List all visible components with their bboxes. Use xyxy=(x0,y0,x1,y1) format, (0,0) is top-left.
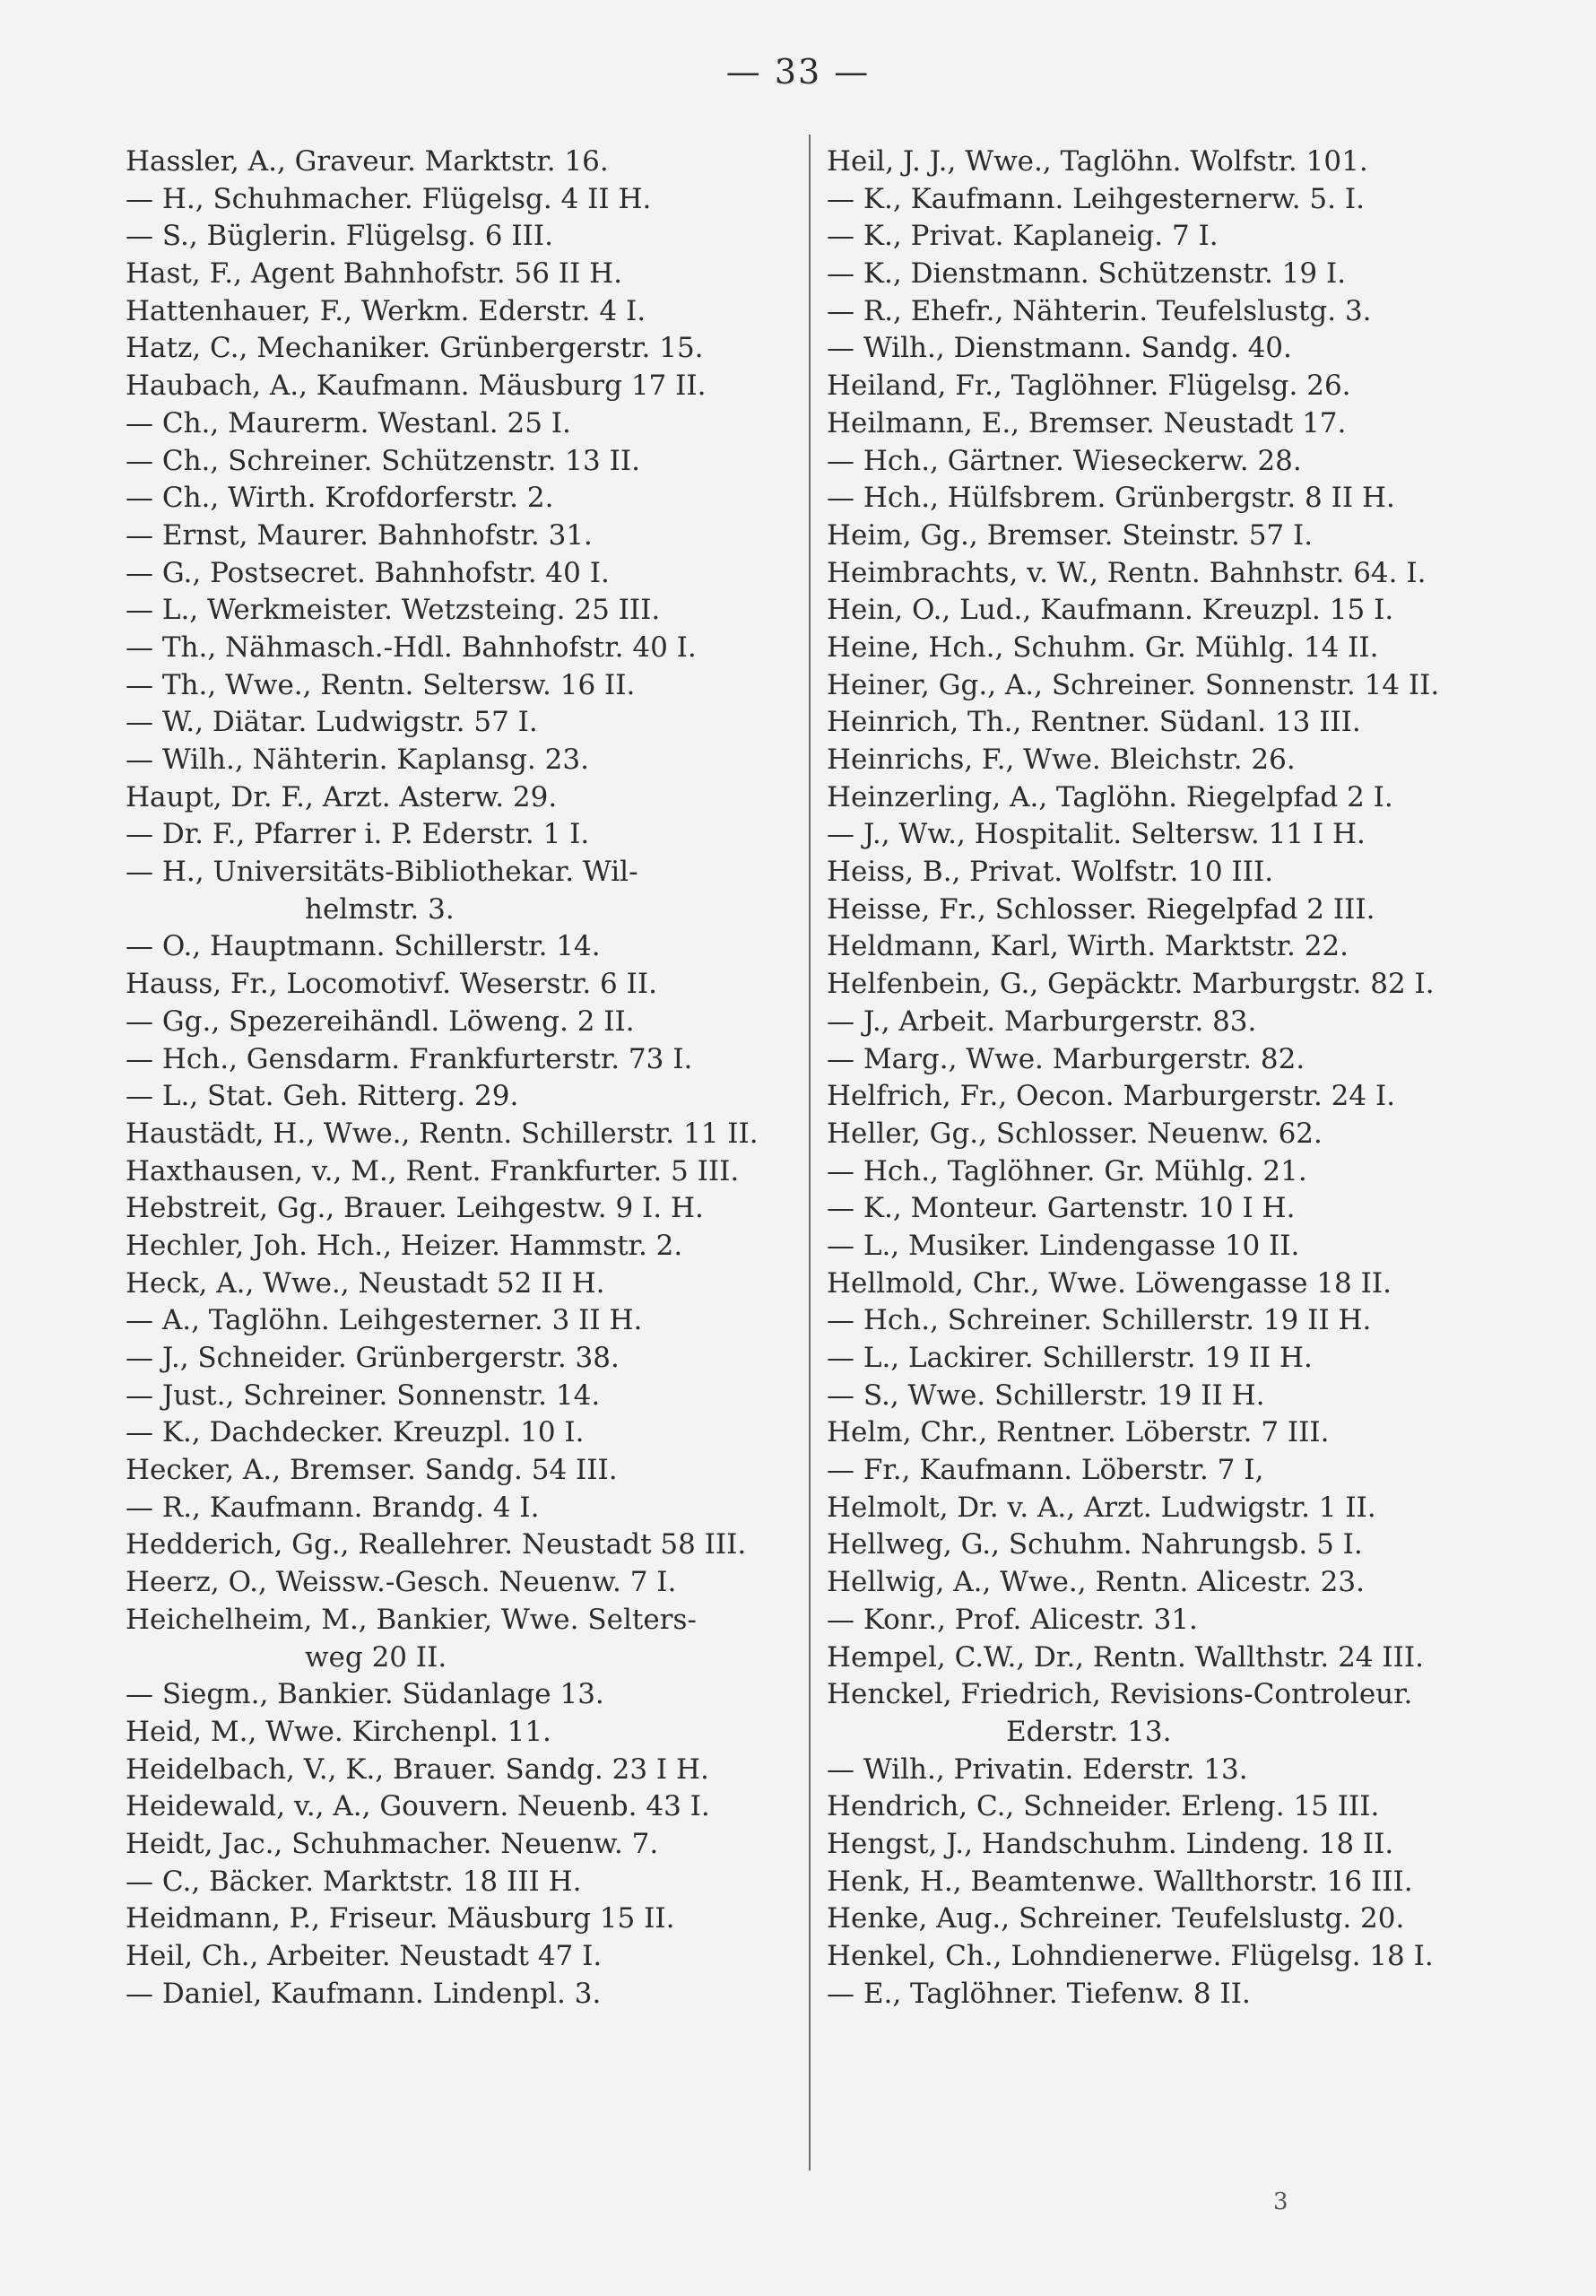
directory-entry: Hellwig, A., Wwe., Rentn. Alicestr. 23. xyxy=(827,1566,1365,1599)
directory-entry: — O., Hauptmann. Schillerstr. 14. xyxy=(126,930,601,963)
directory-entry: Henk, H., Beamtenwe. Wallthorstr. 16 III. xyxy=(827,1865,1413,1898)
directory-entry: — J., Ww., Hospitalit. Seltersw. 11 I H. xyxy=(827,818,1366,851)
directory-entry: — Hch., Taglöhner. Gr. Mühlg. 21. xyxy=(827,1154,1307,1187)
directory-entry: — Ernst, Maurer. Bahnhofstr. 31. xyxy=(126,518,593,552)
directory-entry: — Hch., Schreiner. Schillerstr. 19 II H. xyxy=(827,1304,1372,1337)
directory-entry: Hein, O., Lud., Kaufmann. Kreuzpl. 15 I. xyxy=(827,594,1394,627)
directory-entry: Helfrich, Fr., Oecon. Marburgerstr. 24 I. xyxy=(827,1080,1396,1113)
directory-entry: — Hch., Gärtner. Wieseckerw. 28. xyxy=(827,444,1302,477)
directory-entry: — Ch., Wirth. Krofdorferstr. 2. xyxy=(126,482,554,515)
directory-entry: — K., Kaufmann. Leihgesternerw. 5. I. xyxy=(827,182,1365,215)
directory-entry: Heid, M., Wwe. Kirchenpl. 11. xyxy=(126,1715,551,1748)
directory-entry: Hedderich, Gg., Reallehrer. Neustadt 58 III. xyxy=(126,1528,747,1561)
directory-entry: — Konr., Prof. Alicestr. 31. xyxy=(827,1603,1198,1636)
directory-entry: Heller, Gg., Schlosser. Neuenw. 62. xyxy=(827,1117,1323,1150)
directory-entry: — A., Taglöhn. Leihgesterner. 3 II H. xyxy=(126,1304,643,1337)
directory-entry: — H., Universitäts-Bibliothekar. Wil- xyxy=(126,856,638,889)
directory-entry: Heinzerling, A., Taglöhn. Riegelpfad 2 I. xyxy=(827,780,1393,813)
directory-entry: Heck, A., Wwe., Neustadt 52 II H. xyxy=(126,1266,605,1300)
directory-entry: Heerz, O., Weissw.-Gesch. Neuenw. 7 I. xyxy=(126,1566,677,1599)
directory-entry: Henckel, Friedrich, Revisions-Controleur. xyxy=(827,1678,1413,1711)
directory-entry: — Th., Wwe., Rentn. Seltersw. 16 II. xyxy=(126,668,636,701)
directory-entry: — S., Büglerin. Flügelsg. 6 III. xyxy=(126,220,553,253)
column-divider xyxy=(809,135,811,2170)
directory-entry: — H., Schuhmacher. Flügelsg. 4 II H. xyxy=(126,182,652,215)
directory-entry: — W., Diätar. Ludwigstr. 57 I. xyxy=(126,706,538,739)
directory-entry: Hellweg, G., Schuhm. Nahrungsb. 5 I. xyxy=(827,1528,1363,1561)
directory-entry: Hechler, Joh. Hch., Heizer. Hammstr. 2. xyxy=(126,1229,683,1262)
directory-entry: — Hch., Gensdarm. Frankfurterstr. 73 I. xyxy=(126,1042,693,1075)
directory-entry: — L., Musiker. Lindengasse 10 II. xyxy=(827,1229,1300,1262)
directory-entry: Hellmold, Chr., Wwe. Löwengasse 18 II. xyxy=(827,1266,1392,1300)
directory-entry: Haustädt, H., Wwe., Rentn. Schillerstr. 11 II. xyxy=(126,1117,759,1150)
directory-entry: Heilmann, E., Bremser. Neustadt 17. xyxy=(827,406,1347,439)
directory-entry: Heidt, Jac., Schuhmacher. Neuenw. 7. xyxy=(126,1827,659,1860)
directory-entry: Haxthausen, v., M., Rent. Frankfurter. 5 III. xyxy=(126,1154,740,1187)
directory-entry: — Fr., Kaufmann. Löberstr. 7 I, xyxy=(827,1454,1264,1487)
directory-entry: — Hch., Hülfsbrem. Grünbergstr. 8 II H. xyxy=(827,482,1395,515)
directory-entry-continuation: weg 20 II. xyxy=(305,1640,447,1674)
page-number: — 33 — xyxy=(725,52,871,91)
directory-entry: — Just., Schreiner. Sonnenstr. 14. xyxy=(126,1378,601,1412)
directory-entry: Heinrich, Th., Rentner. Südanl. 13 III. xyxy=(827,706,1361,739)
directory-entry: — Ch., Schreiner. Schützenstr. 13 II. xyxy=(126,444,640,477)
directory-entry: Hatz, C., Mechaniker. Grünbergerstr. 15. xyxy=(126,332,704,365)
directory-entry: — Ch., Maurerm. Westanl. 25 I. xyxy=(126,406,571,439)
directory-entry: — Siegm., Bankier. Südanlage 13. xyxy=(126,1678,604,1711)
directory-entry: — K., Dienstmann. Schützenstr. 19 I. xyxy=(827,257,1347,291)
directory-entry: — C., Bäcker. Marktstr. 18 III H. xyxy=(126,1865,582,1898)
directory-entry: Haupt, Dr. F., Arzt. Asterw. 29. xyxy=(126,780,558,813)
directory-entry: Heidmann, P., Friseur. Mäusburg 15 II. xyxy=(126,1902,675,1935)
directory-entry: Helm, Chr., Rentner. Löberstr. 7 III. xyxy=(827,1416,1330,1449)
directory-entry: — S., Wwe. Schillerstr. 19 II H. xyxy=(827,1378,1265,1412)
directory-entry: — J., Schneider. Grünbergerstr. 38. xyxy=(126,1342,620,1374)
directory-entry: — L., Lackirer. Schillerstr. 19 II H. xyxy=(827,1342,1313,1374)
directory-entry: Heiland, Fr., Taglöhner. Flügelsg. 26. xyxy=(827,370,1351,403)
directory-entry: — L., Stat. Geh. Ritterg. 29. xyxy=(126,1080,519,1113)
directory-entry: Helfenbein, G., Gepäcktr. Marburgstr. 82 I. xyxy=(827,968,1435,1001)
directory-entry: — K., Monteur. Gartenstr. 10 I H. xyxy=(827,1192,1296,1225)
directory-entry: Hebstreit, Gg., Brauer. Leihgestw. 9 I. H. xyxy=(126,1192,704,1225)
directory-entry: Heidewald, v., A., Gouvern. Neuenb. 43 I. xyxy=(126,1790,710,1823)
directory-entry: Henke, Aug., Schreiner. Teufelslustg. 20. xyxy=(827,1902,1405,1935)
directory-entry: — Wilh., Nähterin. Kaplansg. 23. xyxy=(126,744,589,776)
directory-entry: — R., Kaufmann. Brandg. 4 I. xyxy=(126,1491,540,1524)
directory-entry: Heiss, B., Privat. Wolfstr. 10 III. xyxy=(827,856,1274,889)
directory-entry: Heil, J. J., Wwe., Taglöhn. Wolfstr. 101. xyxy=(827,145,1368,178)
directory-entry: Heldmann, Karl, Wirth. Marktstr. 22. xyxy=(827,930,1349,963)
directory-entry: — Daniel, Kaufmann. Lindenpl. 3. xyxy=(126,1977,602,2010)
directory-entry: — R., Ehefr., Nähterin. Teufelslustg. 3. xyxy=(827,294,1372,327)
directory-entry: Heine, Hch., Schuhm. Gr. Mühlg. 14 II. xyxy=(827,631,1379,664)
directory-entry: Hendrich, C., Schneider. Erleng. 15 III. xyxy=(827,1790,1380,1823)
directory-entry-continuation: helmstr. 3. xyxy=(305,892,455,926)
directory-entry: — J., Arbeit. Marburgerstr. 83. xyxy=(827,1004,1257,1038)
directory-entry: Hassler, A., Graveur. Marktstr. 16. xyxy=(126,145,609,178)
directory-entry: Hauss, Fr., Locomotivf. Weserstr. 6 II. xyxy=(126,968,657,1001)
directory-entry: Haubach, A., Kaufmann. Mäusburg 17 II. xyxy=(126,370,707,403)
right-column xyxy=(827,144,1490,2013)
directory-entry: Hecker, A., Bremser. Sandg. 54 III. xyxy=(126,1454,618,1487)
directory-entry: Heichelheim, M., Bankier, Wwe. Selters- xyxy=(126,1603,697,1636)
directory-entry: — K., Privat. Kaplaneig. 7 I. xyxy=(827,220,1219,253)
directory-entry: Heimbrachts, v. W., Rentn. Bahnhstr. 64. I. xyxy=(827,556,1427,589)
directory-entry-continuation: Ederstr. 13. xyxy=(1006,1715,1172,1748)
directory-entry: Hattenhauer, F., Werkm. Ederstr. 4 I. xyxy=(126,294,646,327)
directory-entry: — G., Postsecret. Bahnhofstr. 40 I. xyxy=(126,556,610,589)
directory-entry: — Marg., Wwe. Marburgerstr. 82. xyxy=(827,1042,1305,1075)
directory-entry: — L., Werkmeister. Wetzsteing. 25 III. xyxy=(126,594,661,627)
directory-entry: Heidelbach, V., K., Brauer. Sandg. 23 I H. xyxy=(126,1752,709,1786)
directory-entry: — K., Dachdecker. Kreuzpl. 10 I. xyxy=(126,1416,585,1449)
directory-entry: Heisse, Fr., Schlosser. Riegelpfad 2 III. xyxy=(827,892,1375,926)
directory-entry: — Wilh., Privatin. Ederstr. 13. xyxy=(827,1752,1248,1786)
left-column xyxy=(126,144,789,2013)
directory-entry: — Th., Nähmasch.-Hdl. Bahnhofstr. 40 I. xyxy=(126,631,697,664)
directory-entry: — Dr. F., Pfarrer i. P. Ederstr. 1 I. xyxy=(126,818,590,851)
directory-entry: — Wilh., Dienstmann. Sandg. 40. xyxy=(827,332,1292,365)
directory-entry: Heiner, Gg., A., Schreiner. Sonnenstr. 14 II. xyxy=(827,668,1440,701)
directory-entry: — Gg., Spezereihändl. Löweng. 2 II. xyxy=(126,1004,635,1038)
directory-entry: Hempel, C.W., Dr., Rentn. Wallthstr. 24 III. xyxy=(827,1640,1424,1674)
directory-entry: Heinrichs, F., Wwe. Bleichstr. 26. xyxy=(827,744,1296,776)
directory-entry: Helmolt, Dr. v. A., Arzt. Ludwigstr. 1 II. xyxy=(827,1491,1376,1524)
directory-entry: Henkel, Ch., Lohndienerwe. Flügelsg. 18 I. xyxy=(827,1940,1434,1972)
directory-entry: Hast, F., Agent Bahnhofstr. 56 II H. xyxy=(126,257,623,291)
directory-entry: Heil, Ch., Arbeiter. Neustadt 47 I. xyxy=(126,1940,603,1972)
directory-entry: Hengst, J., Handschuhm. Lindeng. 18 II. xyxy=(827,1827,1394,1860)
directory-entry: — E., Taglöhner. Tiefenw. 8 II. xyxy=(827,1977,1251,2010)
signature-mark: 3 xyxy=(1273,2188,1288,2215)
directory-entry: Heim, Gg., Bremser. Steinstr. 57 I. xyxy=(827,518,1314,552)
